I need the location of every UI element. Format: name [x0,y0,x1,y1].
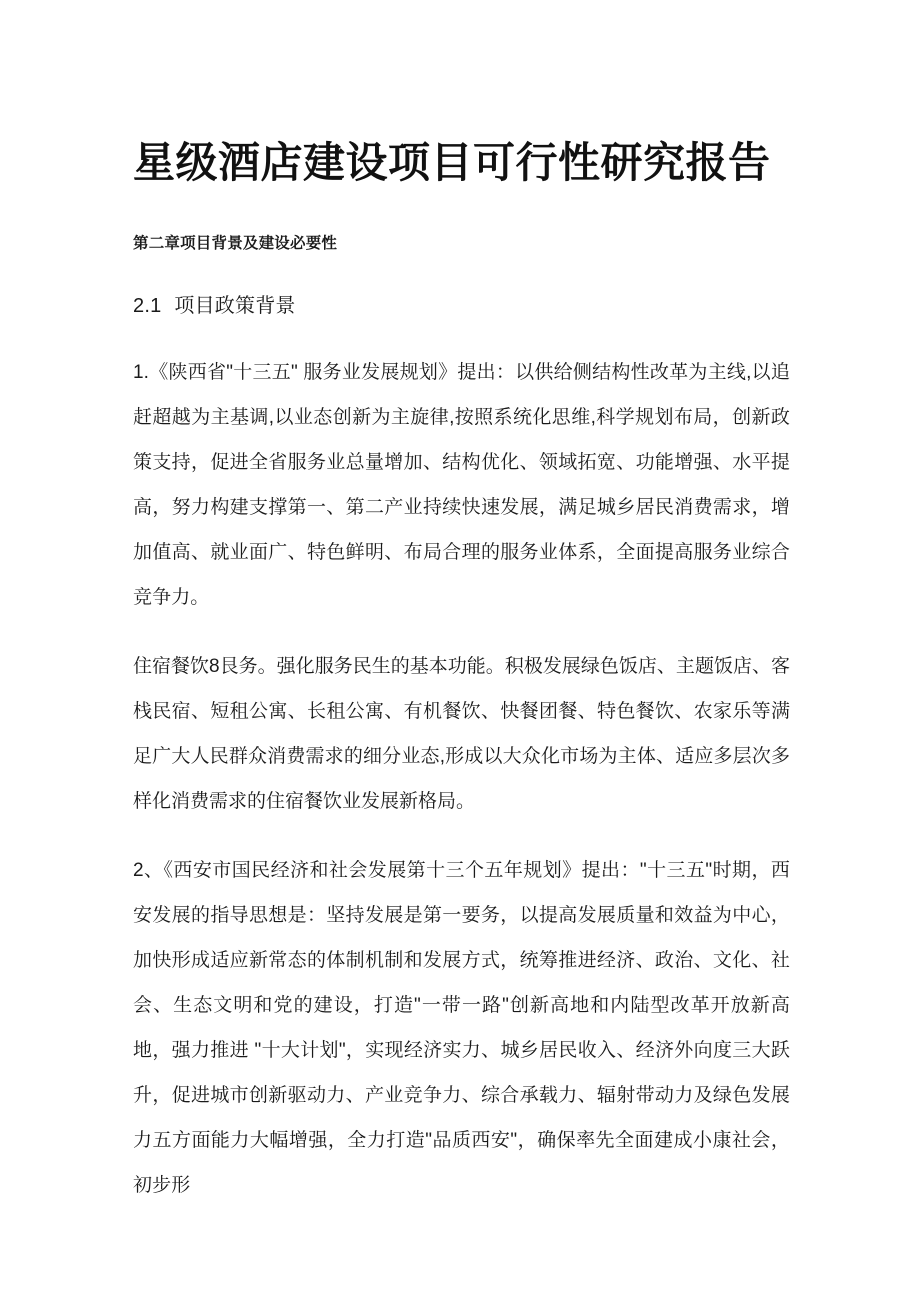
paragraph-policy-shaanxi-service-plan: 1.《陕西省"十三五" 服务业发展规划》提出：以供给侧结构性改革为主线,以追赶超越为主基调,以业态创新为主旋律,按照系统化思维,科学规划布局，创新政策支持，促进全省服务业总量增加、结构优化、领域拓宽、功能增强、水平提高，努力构建支撑第一、第二产业持续快速发展，满足城乡居民消费需求，增加值高、就业面广、特色鲜明、布局合理的服务业体系，全面提高服务业综合竞争力。 [133,362,790,609]
chapter-heading: 第二章项目背景及建设必要性 [133,234,338,252]
paragraph-policy-xian-five-year-plan: 2、《西安市国民经济和社会发展第十三个五年规划》提出："十三五"时期，西安发展的指导思想是：坚持发展是第一要务，以提高发展质量和效益为中心，加快形成适应新常态的体制机制和发展方式，统筹推进经济、政治、文化、社会、生态文明和党的建设，打造"一带一路"创新高地和内陆型改革开放新高地，强力推进 "十大计划"，实现经济实力、城乡居民收入、经济外向度三大跃升，促进城市创新驱动力、产业竞争力、综合承载力、辐射带动力及绿色发展力五方面能力大幅增强，全力打造"品质西安"，确保率先全面建成小康社会，初步形 [133,860,790,1197]
section-number: 2.1 [133,295,162,318]
body-content [133,320,790,1208]
paragraph-policy-accommodation-catering: 住宿餐饮8艮务。强化服务民生的基本功能。积极发展绿色饭店、主题饭店、客栈民宿、短租公寓、长租公寓、有机餐饮、快餐团餐、特色餐饮、农家乐等满足广大人民群众消费需求的细分业态,形成以大众化市场为主体、适应多层次多样化消费需求的住宿餐饮业发展新格局。 [133,656,790,813]
section-heading [133,254,790,320]
page-title: 星级酒店建设项目可行性研究报告 [133,141,771,187]
section-name: 项目政策背景 [174,295,296,318]
